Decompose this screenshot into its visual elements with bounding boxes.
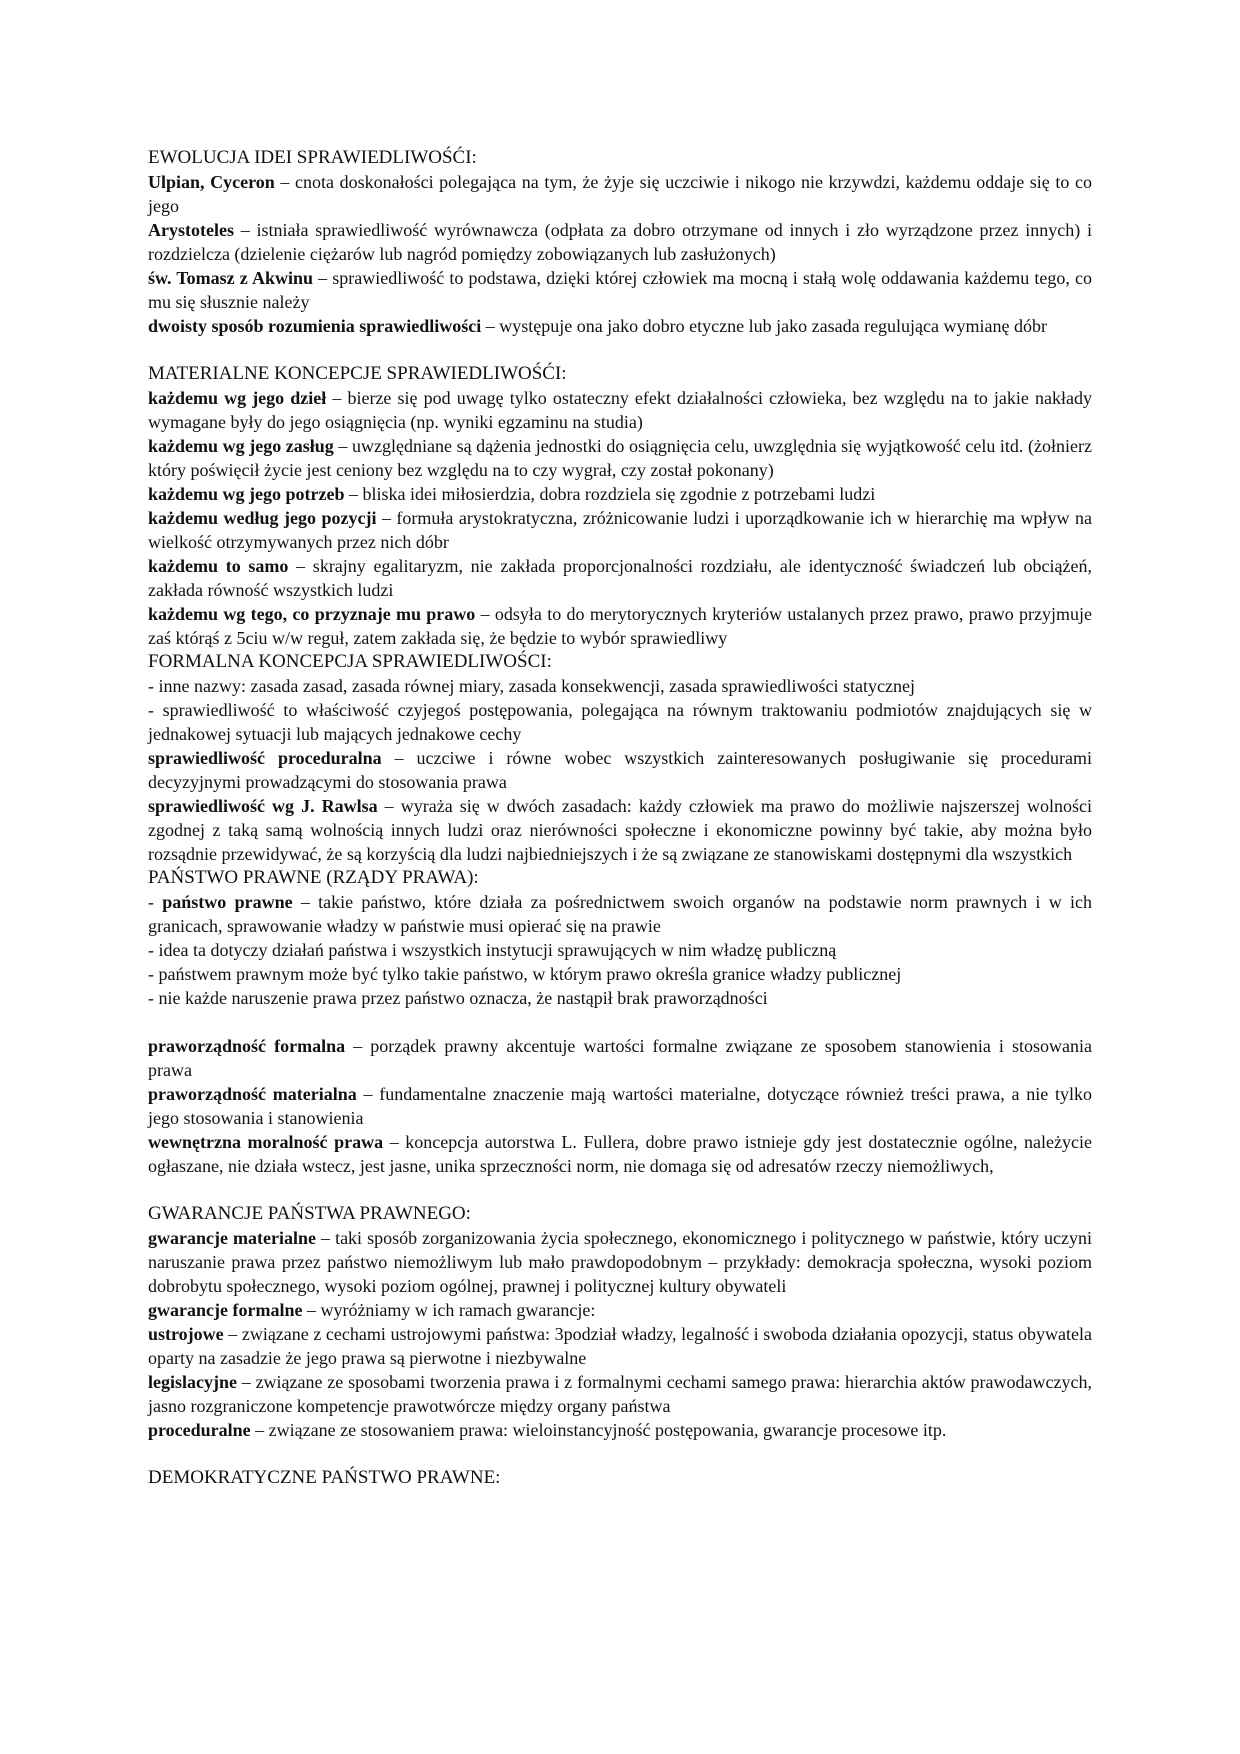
section-evolution: [148, 146, 1092, 338]
blank-line: [148, 1178, 1092, 1202]
term: legislacyjne: [148, 1372, 237, 1392]
paragraph: [148, 218, 1092, 266]
definition: – wyróżniamy w ich ramach gwarancje:: [302, 1300, 596, 1320]
paragraph: [148, 1322, 1092, 1370]
paragraph: [148, 938, 1092, 962]
section-rule-of-law: [148, 866, 1092, 1010]
paragraph: [148, 698, 1092, 746]
definition: – występuje ona jako dobro etyczne lub jako zasada regulująca wymianę dóbr: [481, 316, 1047, 336]
definition: - inne nazwy: zasada zasad, zasada równej miary, zasada konsekwencji, zasada sprawiedliwości statycznej: [148, 676, 915, 696]
paragraph: [148, 506, 1092, 554]
section-heading: EWOLUCJA IDEI SPRAWIEDLIWOŚĆI:: [148, 147, 477, 168]
term: praworządność materialna: [148, 1084, 357, 1104]
paragraph: [148, 1082, 1092, 1130]
paragraph: [148, 1298, 1092, 1322]
paragraph: [148, 1418, 1092, 1442]
section-heading: PAŃSTWO PRAWNE (RZĄDY PRAWA):: [148, 867, 479, 888]
paragraph: [148, 314, 1092, 338]
blank-line: [148, 338, 1092, 362]
term: praworządność formalna: [148, 1036, 346, 1056]
section-heading: GWARANCJE PAŃSTWA PRAWNEGO:: [148, 1203, 471, 1224]
section-heading: DEMOKRATYCZNE PAŃSTWO PRAWNE:: [148, 1467, 501, 1488]
definition: – porządek prawny akcentuje wartości formalne związane ze sposobem stanowienia i stosowania prawa: [148, 1036, 1093, 1080]
paragraph: [148, 1226, 1092, 1298]
definition: – fundamentalne znaczenie mają wartości materialne, dotyczące również treści prawa, a nie tylko jego stosowania i stanowienia: [148, 1084, 1092, 1128]
paragraph: [148, 890, 1092, 938]
paragraph: [148, 1130, 1092, 1178]
term: państwo prawne: [162, 892, 293, 912]
definition: – wyraża się w dwóch zasadach: każdy człowiek ma prawo do możliwie najszerszej wolności zgodnej z taką samą wolnością innych ludzi oraz nierówności społeczne i ekonomiczne powinny być takie, aby można było rozsądnie przewidywać, że są korzyścią dla ludzi najbiedniejszych i że są związane ze stanowiskami dostępnymi dla wszystkich: [148, 796, 1092, 864]
paragraph: [148, 986, 1092, 1010]
term: proceduralne: [148, 1420, 251, 1440]
section-legality-types: [148, 1034, 1092, 1178]
term: dwoisty sposób rozumienia sprawiedliwości: [148, 316, 482, 336]
term: każdemu wg tego, co przyznaje mu prawo: [148, 604, 476, 624]
section-material-concepts: [148, 362, 1092, 650]
blank-line: [148, 1442, 1092, 1466]
paragraph: [148, 266, 1092, 314]
definition: – bliska idei miłosierdzia, dobra rozdziela się zgodnie z potrzebami ludzi: [344, 484, 876, 504]
definition: – takie państwo, które działa za pośrednictwem swoich organów na podstawie norm prawnych i w ich granicach, sprawowanie władzy w państwie musi opierać się na prawie: [148, 892, 1092, 936]
paragraph: [148, 1034, 1092, 1082]
definition: - państwem prawnym może być tylko takie państwo, w którym prawo określa granice władzy publicznej: [148, 964, 902, 984]
definition: – istniała sprawiedliwość wyrównawcza (odpłata za dobro otrzymane od innych i zło wyrządzone przez innych) i rozdzielcza (dzielenie ciężarów lub nagród pomiędzy zobowiązanych lub zasłużonych): [148, 220, 1092, 264]
term: wewnętrzna moralność prawa: [148, 1132, 384, 1152]
section-heading: MATERIALNE KONCEPCJE SPRAWIEDLIWOŚĆI:: [148, 363, 567, 384]
paragraph: [148, 434, 1092, 482]
paragraph: [148, 746, 1092, 794]
section-guarantees: [148, 1202, 1092, 1442]
definition: – sprawiedliwość to podstawa, dzięki której człowiek ma mocną i stałą wolę oddawania każdemu tego, co mu się słusznie należy: [148, 268, 1092, 312]
term: każdemu wg jego dzieł: [148, 388, 327, 408]
paragraph: [148, 170, 1092, 218]
paragraph: [148, 386, 1092, 434]
definition: – koncepcja autorstwa L. Fullera, dobre prawo istnieje gdy jest dostatecznie ogólne, należycie ogłaszane, nie działa wstecz, jest jasne, unika sprzeczności norm, nie domaga się od adresatów rzeczy niemożliwych,: [148, 1132, 1092, 1176]
definition: – skrajny egalitaryzm, nie zakłada proporcjonalności rozdziału, ale identyczność świadczeń lub obciążeń, zakłada równość wszystkich ludzi: [148, 556, 1093, 600]
definition: - nie każde naruszenie prawa przez państwo oznacza, że nastąpił brak praworządności: [148, 988, 768, 1008]
paragraph: [148, 674, 1092, 698]
term: ustrojowe: [148, 1324, 224, 1344]
term: każdemu według jego pozycji: [148, 508, 377, 528]
section-democratic-state: [148, 1466, 1092, 1490]
definition: – związane z cechami ustrojowymi państwa: 3podział władzy, legalność i swoboda działania opozycji, status obywatela oparty na zasadzie że jego prawa są pierwotne i niezbywalne: [148, 1324, 1092, 1368]
term: sprawiedliwość proceduralna: [148, 748, 382, 768]
definition: – cnota doskonałości polegająca na tym, że żyje się uczciwie i nikogo nie krzywdzi, każdemu oddaje się to co jego: [148, 172, 1092, 216]
definition: – formuła arystokratyczna, zróżnicowanie ludzi i uporządkowanie ich w hierarchię ma wpływ na wielkość otrzymywanych przez nich dóbr: [148, 508, 1092, 552]
definition: – związane ze stosowaniem prawa: wieloinstancyjność postępowania, gwarancje procesowe itp.: [250, 1420, 947, 1440]
paragraph: [148, 1370, 1092, 1418]
paragraph: [148, 962, 1092, 986]
paragraph: [148, 554, 1092, 602]
definition: – związane ze sposobami tworzenia prawa i z formalnymi cechami samego prawa: hierarchia aktów prawodawczych, jasno rozgraniczone kompetencje prawotwórcze między organy państwa: [148, 1372, 1092, 1416]
term: Ulpian, Cyceron: [148, 172, 275, 192]
definition: – bierze się pod uwagę tylko ostateczny efekt działalności człowieka, bez względu na to jakie nakłady wymagane były do jego osiągnięcia (np. wyniki egzaminu na studia): [148, 388, 1092, 432]
definition: – taki sposób zorganizowania życia społecznego, ekonomicznego i politycznego w państwie, który uczyni naruszanie prawa przez państwo niemożliwym lub mało prawdopodobnym – przykłady: demokracja społeczna, wysoki poziom dobrobytu społecznego, wysoki poziom ogólnej, prawnej i politycznej kultury obywateli: [148, 1228, 1092, 1296]
paragraph: [148, 794, 1092, 866]
paragraph: [148, 602, 1092, 650]
term: gwarancje formalne: [148, 1300, 303, 1320]
definition: - sprawiedliwość to właściwość czyjegoś postępowania, polegająca na równym traktowaniu podmiotów znajdujących się w jednakowej sytuacji lub mających jednakowe cechy: [148, 700, 1092, 744]
term: każdemu wg jego zasług: [148, 436, 334, 456]
definition: – odsyła to do merytorycznych kryteriów ustalanych przez prawo, prawo przyjmuje zaś którąś z 5ciu w/w reguł, zatem zakłada się, że będzie to wybór sprawiedliwy: [148, 604, 1092, 648]
section-heading: FORMALNA KONCEPCJA SPRAWIEDLIWOŚCI:: [148, 651, 552, 672]
definition: - idea ta dotyczy działań państwa i wszystkich instytucji sprawujących w nim władzę publiczną: [148, 940, 837, 960]
blank-line: [148, 1010, 1092, 1034]
term: sprawiedliwość wg J. Rawlsa: [148, 796, 378, 816]
definition: – uczciwe i równe wobec wszystkich zainteresowanych posługiwanie się procedurami decyzyjnymi prowadzącymi do stosowania prawa: [148, 748, 1092, 792]
term: św. Tomasz z Akwinu: [148, 268, 313, 288]
bullet-prefix: -: [148, 892, 163, 912]
document-page: [148, 146, 1092, 1490]
term: Arystoteles: [148, 220, 234, 240]
term: gwarancje materialne: [148, 1228, 316, 1248]
section-formal-concept: [148, 650, 1092, 866]
term: każdemu to samo: [148, 556, 289, 576]
term: każdemu wg jego potrzeb: [148, 484, 345, 504]
paragraph: [148, 482, 1092, 506]
definition: – uwzględniane są dążenia jednostki do osiągnięcia celu, uwzględnia się wyjątkowość celu itd. (żołnierz który poświęcił życie jest ceniony bez względu na to czy wygrał, czy został pokonany): [148, 436, 1092, 480]
